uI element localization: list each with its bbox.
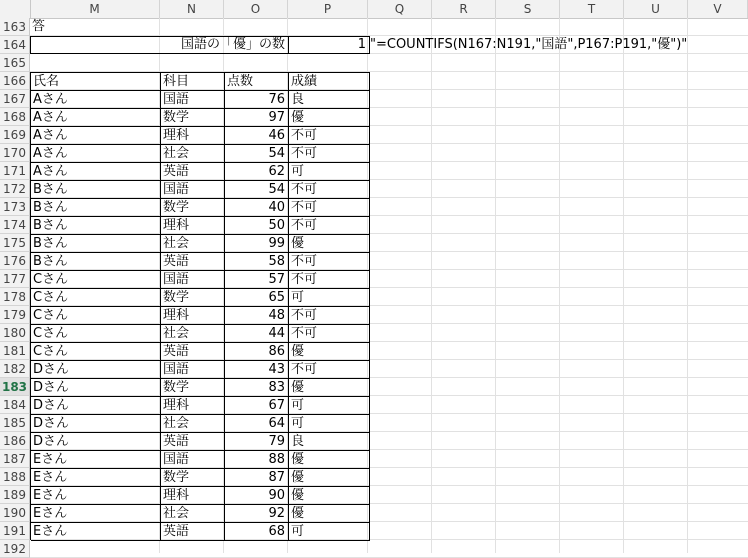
table-cell-subject[interactable]: 理科	[161, 217, 225, 235]
row-header-168[interactable]: 168	[0, 108, 30, 126]
row-header-189[interactable]: 189	[0, 486, 30, 504]
row-header-186[interactable]: 186	[0, 432, 30, 450]
gridline-v	[431, 18, 432, 553]
table-cell-grade[interactable]: 優	[289, 505, 370, 523]
table-cell-score[interactable]: 50	[225, 217, 289, 235]
table-cell-subject[interactable]: 英語	[161, 253, 225, 271]
column-header-Q[interactable]: Q	[368, 0, 432, 18]
table-cell-score[interactable]: 76	[225, 91, 289, 109]
table-cell-subject[interactable]: 社会	[161, 145, 225, 163]
table-cell-score[interactable]: 83	[225, 379, 289, 397]
table-cell-name[interactable]: Eさん	[31, 451, 161, 469]
table-cell-grade[interactable]: 不可	[289, 253, 370, 271]
gridline-v	[623, 18, 624, 553]
table-cell-name[interactable]: Cさん	[31, 289, 161, 307]
table-cell-grade[interactable]: 良	[289, 91, 370, 109]
row-header-171[interactable]: 171	[0, 162, 30, 180]
table-cell-grade[interactable]: 可	[289, 397, 370, 415]
table-cell-name[interactable]: Eさん	[31, 523, 161, 541]
column-header-M[interactable]: M	[30, 0, 160, 18]
table-cell-subject[interactable]: 数学	[161, 199, 225, 217]
column-header-N[interactable]: N	[160, 0, 224, 18]
table-cell-name[interactable]: Cさん	[31, 343, 161, 361]
table-cell-subject[interactable]: 理科	[161, 487, 225, 505]
column-header-R[interactable]: R	[432, 0, 496, 18]
table-cell-name[interactable]: Bさん	[31, 217, 161, 235]
table-cell-score[interactable]: 92	[225, 505, 289, 523]
row-header-177[interactable]: 177	[0, 270, 30, 288]
gridline-v	[495, 18, 496, 553]
table-cell-subject[interactable]: 国語	[161, 361, 225, 379]
row-header-172[interactable]: 172	[0, 180, 30, 198]
table-header-cell[interactable]: 点数	[225, 73, 289, 91]
table-cell-score[interactable]: 48	[225, 307, 289, 325]
table-cell-grade[interactable]: 優	[289, 379, 370, 397]
row-header-167[interactable]: 167	[0, 90, 30, 108]
table-cell-score[interactable]: 54	[225, 145, 289, 163]
table-cell-score[interactable]: 97	[225, 109, 289, 127]
table-cell-score[interactable]: 79	[225, 433, 289, 451]
table-cell-subject[interactable]: 国語	[161, 181, 225, 199]
table-cell-name[interactable]: Cさん	[31, 325, 161, 343]
select-all-corner[interactable]	[0, 0, 31, 18]
column-header-P[interactable]: P	[288, 0, 368, 18]
row-header-181[interactable]: 181	[0, 342, 30, 360]
row-header-165[interactable]: 165	[0, 54, 30, 72]
row-header-187[interactable]: 187	[0, 450, 30, 468]
table-cell-score[interactable]: 87	[225, 469, 289, 487]
table-cell-subject[interactable]: 国語	[161, 271, 225, 289]
table-cell-name[interactable]: Dさん	[31, 397, 161, 415]
table-cell-grade[interactable]: 可	[289, 289, 370, 307]
table-cell-subject[interactable]: 社会	[161, 325, 225, 343]
table-cell-subject[interactable]: 英語	[161, 163, 225, 181]
summary-value: 1	[357, 37, 366, 52]
table-cell-subject[interactable]: 社会	[161, 505, 225, 523]
table-cell-name[interactable]: Eさん	[31, 505, 161, 523]
table-cell-subject[interactable]: 数学	[161, 469, 225, 487]
table-cell-name[interactable]: Bさん	[31, 199, 161, 217]
column-header-T[interactable]: T	[560, 0, 624, 18]
table-cell-score[interactable]: 68	[225, 523, 289, 541]
table-cell-score[interactable]: 62	[225, 163, 289, 181]
column-header-O[interactable]: O	[224, 0, 288, 18]
table-cell-score[interactable]: 64	[225, 415, 289, 433]
row-header-192[interactable]: 192	[0, 540, 30, 558]
gridline-v	[687, 18, 688, 553]
table-cell-grade[interactable]: 優	[289, 235, 370, 253]
summary-value-cell[interactable]	[288, 36, 370, 54]
table-cell-score[interactable]: 88	[225, 451, 289, 469]
table-cell-name[interactable]: Aさん	[31, 109, 161, 127]
table-cell-grade[interactable]: 優	[289, 109, 370, 127]
cell-M163[interactable]: 答	[32, 19, 46, 34]
table-cell-score[interactable]: 40	[225, 199, 289, 217]
table-cell-subject[interactable]: 英語	[161, 433, 225, 451]
row-header-173[interactable]: 173	[0, 198, 30, 216]
table-cell-name[interactable]: Dさん	[31, 361, 161, 379]
row-header-170[interactable]: 170	[0, 144, 30, 162]
table-cell-grade[interactable]: 優	[289, 343, 370, 361]
row-header-174[interactable]: 174	[0, 216, 30, 234]
table-cell-subject[interactable]: 理科	[161, 127, 225, 145]
row-header-180[interactable]: 180	[0, 324, 30, 342]
row-header-175[interactable]: 175	[0, 234, 30, 252]
table-cell-subject[interactable]: 社会	[161, 235, 225, 253]
table-cell-score[interactable]: 46	[225, 127, 289, 145]
table-cell-subject[interactable]: 理科	[161, 397, 225, 415]
row-header-185[interactable]: 185	[0, 414, 30, 432]
row-header-178[interactable]: 178	[0, 288, 30, 306]
table-cell-name[interactable]: Aさん	[31, 163, 161, 181]
table-cell-grade[interactable]: 優	[289, 469, 370, 487]
table-cell-subject[interactable]: 国語	[161, 91, 225, 109]
table-cell-subject[interactable]: 数学	[161, 379, 225, 397]
table-cell-score[interactable]: 43	[225, 361, 289, 379]
table-cell-name[interactable]: Aさん	[31, 145, 161, 163]
table-cell-name[interactable]: Cさん	[31, 271, 161, 289]
table-header-cell[interactable]: 成績	[289, 73, 370, 91]
table-cell-subject[interactable]: 社会	[161, 415, 225, 433]
table-cell-grade[interactable]: 不可	[289, 199, 370, 217]
table-cell-name[interactable]: Bさん	[31, 253, 161, 271]
row-header-191[interactable]: 191	[0, 522, 30, 540]
column-header-bar	[0, 0, 748, 19]
table-cell-grade[interactable]: 可	[289, 523, 370, 541]
table-cell-grade[interactable]: 優	[289, 487, 370, 505]
table-cell-name[interactable]: Cさん	[31, 307, 161, 325]
table-cell-name[interactable]: Bさん	[31, 235, 161, 253]
table-cell-score[interactable]: 90	[225, 487, 289, 505]
table-cell-grade[interactable]: 不可	[289, 181, 370, 199]
table-cell-grade[interactable]: 不可	[289, 325, 370, 343]
table-cell-subject[interactable]: 数学	[161, 289, 225, 307]
summary-label: 国語の「優」の数	[180, 37, 285, 52]
table-cell-name[interactable]: Eさん	[31, 487, 161, 505]
table-cell-score[interactable]: 54	[225, 181, 289, 199]
row-header-182[interactable]: 182	[0, 360, 30, 378]
row-header-166[interactable]: 166	[0, 72, 30, 90]
table-cell-score[interactable]: 65	[225, 289, 289, 307]
table-cell-subject[interactable]: 英語	[161, 343, 225, 361]
row-header-179[interactable]: 179	[0, 306, 30, 324]
column-header-S[interactable]: S	[496, 0, 560, 18]
row-header-163[interactable]: 163	[0, 18, 30, 36]
table-cell-score[interactable]: 86	[225, 343, 289, 361]
row-header-183[interactable]: 183	[0, 378, 30, 396]
table-cell-subject[interactable]: 理科	[161, 307, 225, 325]
table-cell-score[interactable]: 99	[225, 235, 289, 253]
table-cell-score[interactable]: 44	[225, 325, 289, 343]
row-header-164[interactable]: 164	[0, 36, 30, 54]
table-header-cell[interactable]: 科目	[161, 73, 225, 91]
table-cell-score[interactable]: 57	[225, 271, 289, 289]
gridline-v	[559, 18, 560, 553]
table-cell-subject[interactable]: 数学	[161, 109, 225, 127]
table-cell-grade[interactable]: 不可	[289, 361, 370, 379]
table-cell-grade[interactable]: 不可	[289, 127, 370, 145]
table-cell-grade[interactable]: 不可	[289, 145, 370, 163]
row-header-169[interactable]: 169	[0, 126, 30, 144]
table-cell-name[interactable]: Dさん	[31, 433, 161, 451]
table-cell-name[interactable]: Aさん	[31, 127, 161, 145]
table-cell-subject[interactable]: 英語	[161, 523, 225, 541]
row-header-188[interactable]: 188	[0, 468, 30, 486]
row-header-190[interactable]: 190	[0, 504, 30, 522]
table-cell-name[interactable]: Aさん	[31, 91, 161, 109]
table-cell-grade[interactable]: 可	[289, 163, 370, 181]
column-header-U[interactable]: U	[624, 0, 688, 18]
row-header-184[interactable]: 184	[0, 396, 30, 414]
table-cell-grade[interactable]: 優	[289, 451, 370, 469]
table-cell-grade[interactable]: 不可	[289, 217, 370, 235]
summary-label-cell[interactable]	[30, 36, 289, 54]
table-cell-name[interactable]: Dさん	[31, 415, 161, 433]
table-header-cell[interactable]: 氏名	[31, 73, 161, 91]
table-cell-grade[interactable]: 不可	[289, 271, 370, 289]
table-cell-subject[interactable]: 国語	[161, 451, 225, 469]
row-header-176[interactable]: 176	[0, 252, 30, 270]
table-cell-grade[interactable]: 可	[289, 415, 370, 433]
table-cell-name[interactable]: Dさん	[31, 379, 161, 397]
table-cell-grade[interactable]: 不可	[289, 307, 370, 325]
table-cell-score[interactable]: 58	[225, 253, 289, 271]
table-cell-name[interactable]: Eさん	[31, 469, 161, 487]
formula-note-cell[interactable]: "=COUNTIFS(N167:N191,"国語",P167:P191,"優")"	[370, 37, 688, 52]
grades-table	[30, 72, 370, 540]
column-header-V[interactable]: V	[688, 0, 748, 18]
table-cell-name[interactable]: Bさん	[31, 181, 161, 199]
table-cell-grade[interactable]: 良	[289, 433, 370, 451]
table-cell-score[interactable]: 67	[225, 397, 289, 415]
